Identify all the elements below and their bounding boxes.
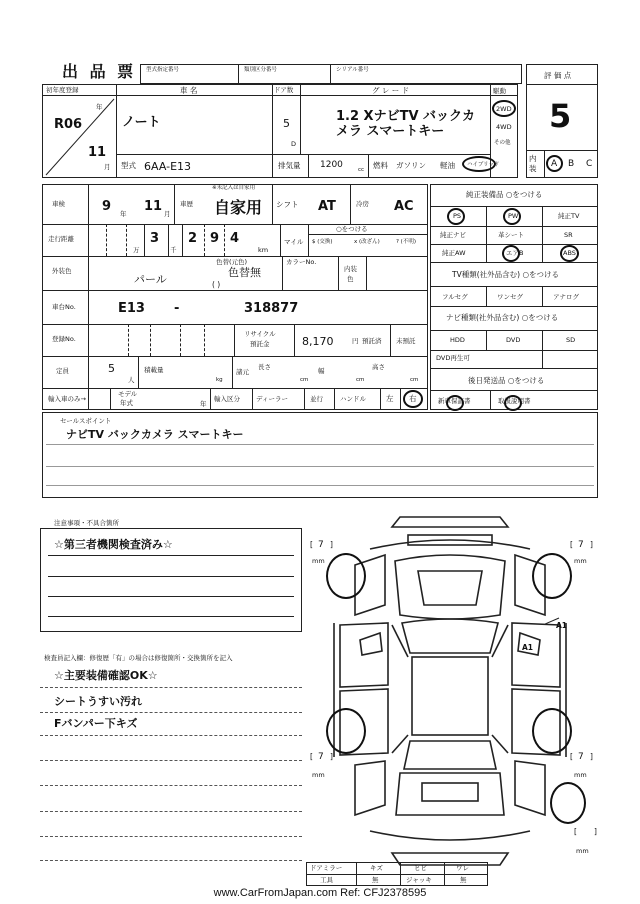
tread-rr-bracket-close: ]	[590, 752, 593, 761]
tread-fr-unit: mm	[574, 557, 587, 565]
notes-line-1: ☆第三者機関検査済み☆	[54, 538, 173, 551]
meter-unknown: ? (不明)	[396, 239, 416, 245]
sen-unit: 千	[170, 246, 177, 254]
equip-abs: ABS	[563, 249, 576, 257]
cc-unit: cc	[358, 167, 365, 173]
drive-other: その他	[494, 140, 511, 146]
equip-leather: 革シート	[498, 231, 524, 239]
circle-mark	[492, 100, 516, 117]
type-cert-label: 型式指定番号	[146, 67, 180, 73]
model-label: 型式	[121, 161, 136, 170]
sheet-title: 出 品 票	[62, 62, 137, 81]
color-no-label: カラーNo.	[286, 258, 317, 266]
import-label: 輸入車のみ→	[48, 395, 86, 403]
tire-front-left	[326, 553, 366, 599]
first-reg-label: 初年度登録	[46, 86, 79, 94]
import-type-label: 輸入区分	[214, 395, 240, 403]
fuel-hybrid: ハイブリッド	[467, 162, 500, 168]
legend-header-broken: ワレ	[456, 864, 469, 872]
car-name: ノート	[122, 115, 161, 130]
load-label: 積載量	[144, 366, 164, 374]
navi-type-title: ナビ種類(社外品含む) ○をつける	[446, 313, 559, 322]
handle-right: 右	[409, 394, 417, 403]
circle-mark	[446, 395, 464, 411]
doors-value: 5	[283, 117, 290, 130]
mileage-digit-3: 9	[210, 231, 220, 246]
circle-mark	[504, 395, 522, 411]
circle-mark	[546, 155, 563, 172]
int-color-label-2: 色	[347, 275, 354, 283]
inspection-year: 9	[102, 199, 112, 214]
color-label: 外装色	[52, 267, 72, 275]
details-box	[42, 184, 428, 410]
handle-label: ハンドル	[340, 395, 366, 403]
capacity-value: 5	[108, 362, 115, 375]
capacity-unit: 人	[128, 376, 135, 384]
recycle-not-deposited: 未預託	[396, 337, 416, 345]
displacement-value: 1200	[320, 160, 343, 170]
tire-spare	[550, 782, 586, 824]
score-value: 5	[549, 97, 572, 135]
shift-label: シフト	[276, 200, 299, 209]
mileage-label: 走行距離	[48, 235, 74, 243]
regtype-value: 自家用	[214, 198, 263, 217]
interior-label-1: 内	[529, 154, 537, 163]
navi-hdd: HDD	[450, 336, 465, 344]
tread-rl-bracket: [	[310, 752, 313, 761]
drive-label: 駆動	[493, 87, 506, 95]
legend-row-broken: 無	[460, 876, 467, 884]
inspector-line-2: シートうすい汚れ	[54, 695, 142, 708]
notes-label: 注意事項・不具合箇所	[54, 519, 119, 527]
mileage-digit-1: 3	[150, 231, 160, 246]
equip-aw: 純正AW	[442, 249, 466, 257]
length-unit: cm	[300, 377, 309, 383]
recycle-label-2: 預託金	[250, 340, 270, 348]
circle-note: ○をつける	[336, 225, 368, 233]
navi-sd: SD	[566, 336, 576, 344]
tv-type-title: TV種類(社外品含む) ○をつける	[452, 270, 559, 279]
inspection-month: 11	[144, 199, 163, 214]
int-color-label-1: 内装	[344, 265, 357, 273]
damage-mark-1-arrow	[545, 614, 565, 626]
serial-label: シリアル番号	[336, 67, 369, 73]
legend-row-crack: ジャッキ	[406, 876, 432, 884]
tread-fl-unit: mm	[312, 557, 325, 565]
chassis-label: 車台No.	[52, 303, 76, 311]
fuel-label: 燃料	[373, 161, 388, 170]
tread-fl-bracket-close: ]	[330, 540, 333, 549]
circle-mark	[447, 208, 465, 225]
later-warranty: 新車保証書	[438, 397, 471, 405]
equipment-title: 純正装備品 ○をつける	[466, 190, 543, 199]
tread-rr-bracket: [	[570, 752, 573, 761]
grade-line-1: 1.2 XナビTV バックカ	[336, 109, 476, 124]
drive-2wd: 2WD	[496, 105, 512, 113]
legend-row-scratch: 無	[372, 876, 379, 884]
damage-mark-2: A1	[522, 643, 534, 652]
model-year-label-1: モデル	[118, 390, 138, 398]
interior-label-2: 装	[529, 164, 537, 173]
inspection-label: 車検	[52, 200, 65, 208]
tread-rr-unit: mm	[574, 771, 587, 779]
tread-spare-bracket-close: ]	[594, 827, 597, 836]
score-label: 評 価 点	[544, 71, 572, 80]
circle-mark	[560, 245, 579, 262]
first-reg-era: R06	[54, 117, 83, 132]
handle-left: 左	[386, 394, 394, 403]
import-dealer: ディーラー	[256, 395, 288, 403]
fuel-gasoline: ガソリン	[396, 161, 426, 170]
shift-value: AT	[318, 199, 336, 214]
tread-fr-bracket: [	[570, 540, 573, 549]
tv-fullseg: フルセグ	[442, 293, 468, 301]
interior-grade-b: B	[568, 159, 575, 169]
navi-dvd: DVD	[506, 336, 521, 344]
recycle-unit: 円	[352, 337, 359, 345]
drive-4wd: 4WD	[496, 123, 512, 131]
width-unit: cm	[356, 377, 365, 383]
interior-grade-a: A	[551, 159, 558, 169]
sales-label: セールスポイント	[60, 417, 112, 425]
equip-airbag: エアB	[506, 249, 524, 257]
equip-tv: 純正TV	[558, 212, 580, 220]
tread-spare-unit: mm	[576, 847, 589, 855]
width-label: 幅	[318, 367, 325, 375]
capacity-label: 定員	[56, 367, 69, 375]
inspection-month-unit: 月	[164, 210, 171, 218]
class-label: 類別区分番号	[244, 67, 278, 73]
legend-row-label: 工具	[320, 876, 333, 884]
later-manual: 取扱説明書	[498, 397, 531, 405]
tire-rear-right	[532, 708, 572, 754]
legend-header-scratch: キズ	[370, 864, 383, 872]
year-unit: 年	[96, 103, 103, 111]
tread-fr: 7	[578, 540, 584, 550]
model-value: 6AA-E13	[144, 160, 192, 173]
recycle-deposited: 預託済	[362, 337, 382, 345]
inspector-label: 検査員記入欄：修復歴「有」の場合は修復箇所・交換箇所を記入	[44, 654, 233, 662]
color-change-paren: ( )	[212, 280, 221, 289]
inspection-year-unit: 年	[120, 210, 127, 218]
inspector-line-3: Fバンパー下キズ	[54, 717, 138, 730]
color-change-value: 色替無	[228, 266, 261, 279]
man-unit: 万	[133, 246, 140, 254]
regno-label: 登録No.	[52, 335, 76, 343]
mileage-digit-2: 2	[188, 231, 198, 246]
circle-mark	[503, 208, 521, 225]
tv-oneseg: ワンセグ	[497, 293, 523, 301]
displacement-label: 排気量	[278, 161, 301, 170]
chassis-dash: -	[174, 301, 180, 316]
doors-unit: D	[291, 140, 297, 148]
grade-line-2: メラ スマートキー	[336, 124, 445, 139]
length-label: 長さ	[258, 363, 271, 371]
inspector-line-1: ☆主要装備確認OK☆	[54, 669, 158, 682]
km-unit: km	[258, 246, 269, 254]
tv-analog: アナログ	[553, 293, 579, 301]
doors-label: ドア数	[274, 86, 294, 94]
height-unit: cm	[410, 377, 419, 383]
mileage-digit-4: 4	[230, 231, 240, 246]
interior-grade-c: C	[586, 159, 593, 169]
tread-rl: 7	[318, 752, 324, 762]
regtype-label: 車歴	[180, 200, 193, 208]
header-id-strip	[140, 64, 522, 84]
fuel-diesel: 軽油	[440, 161, 455, 170]
grade-label: グ レ ー ド	[372, 86, 410, 95]
tread-spare-bracket: [	[574, 827, 577, 836]
footer-reference: www.CarFromJapan.com Ref: CFJ2378595	[213, 887, 427, 899]
legend-header-label: ドアミラー	[310, 864, 343, 872]
later-title: 後日発送品 ○をつける	[468, 376, 545, 385]
equip-navi: 純正ナビ	[440, 231, 466, 239]
equip-pw: PW	[508, 212, 519, 220]
dims-label: 諸元	[236, 368, 249, 376]
height-label: 高さ	[372, 363, 385, 371]
tread-fl-bracket: [	[310, 540, 313, 549]
circle-mark	[462, 156, 496, 172]
color-value: パール	[134, 273, 167, 286]
chassis-number: 318877	[244, 301, 299, 316]
regtype-note: ※未記入は自家用	[212, 185, 256, 191]
meter-exchange: $ (交換)	[312, 239, 333, 245]
ac-label: 冷房	[356, 200, 369, 208]
legend-header-crack: ヒビ	[414, 864, 427, 872]
first-reg-month: 11	[88, 145, 107, 160]
tread-rl-bracket-close: ]	[330, 752, 333, 761]
equip-sr: SR	[564, 231, 573, 239]
tire-rear-left	[326, 708, 366, 754]
model-year-label-2: 年式	[120, 399, 133, 407]
import-parallel: 並行	[310, 395, 323, 403]
circle-mark	[403, 390, 423, 408]
mile-label: マイル	[284, 238, 304, 246]
recycle-value: 8,170	[302, 335, 334, 348]
tire-front-right	[532, 553, 572, 599]
tread-rl-unit: mm	[312, 771, 325, 779]
circle-mark	[502, 245, 520, 262]
color-change-label: 色替(元色)	[216, 258, 248, 266]
sales-text: ナビTV バックカメラ スマートキー	[66, 428, 244, 441]
month-unit: 月	[104, 163, 111, 171]
navi-dvd-play: DVD再生可	[436, 354, 470, 362]
tread-fr-bracket-close: ]	[590, 540, 593, 549]
car-name-label: 車 名	[180, 86, 198, 95]
chassis-model: E13	[118, 301, 145, 316]
meter-tamper: x (改ざん)	[354, 239, 380, 245]
ac-value: AC	[394, 199, 414, 214]
load-unit: kg	[216, 377, 223, 383]
tread-rr: 7	[578, 752, 584, 762]
damage-mark-1: A1	[556, 621, 568, 630]
recycle-label-1: リサイクル	[244, 330, 276, 338]
tread-fl: 7	[318, 540, 324, 550]
model-year-unit: 年	[200, 400, 207, 408]
equip-ps: PS	[453, 212, 462, 220]
